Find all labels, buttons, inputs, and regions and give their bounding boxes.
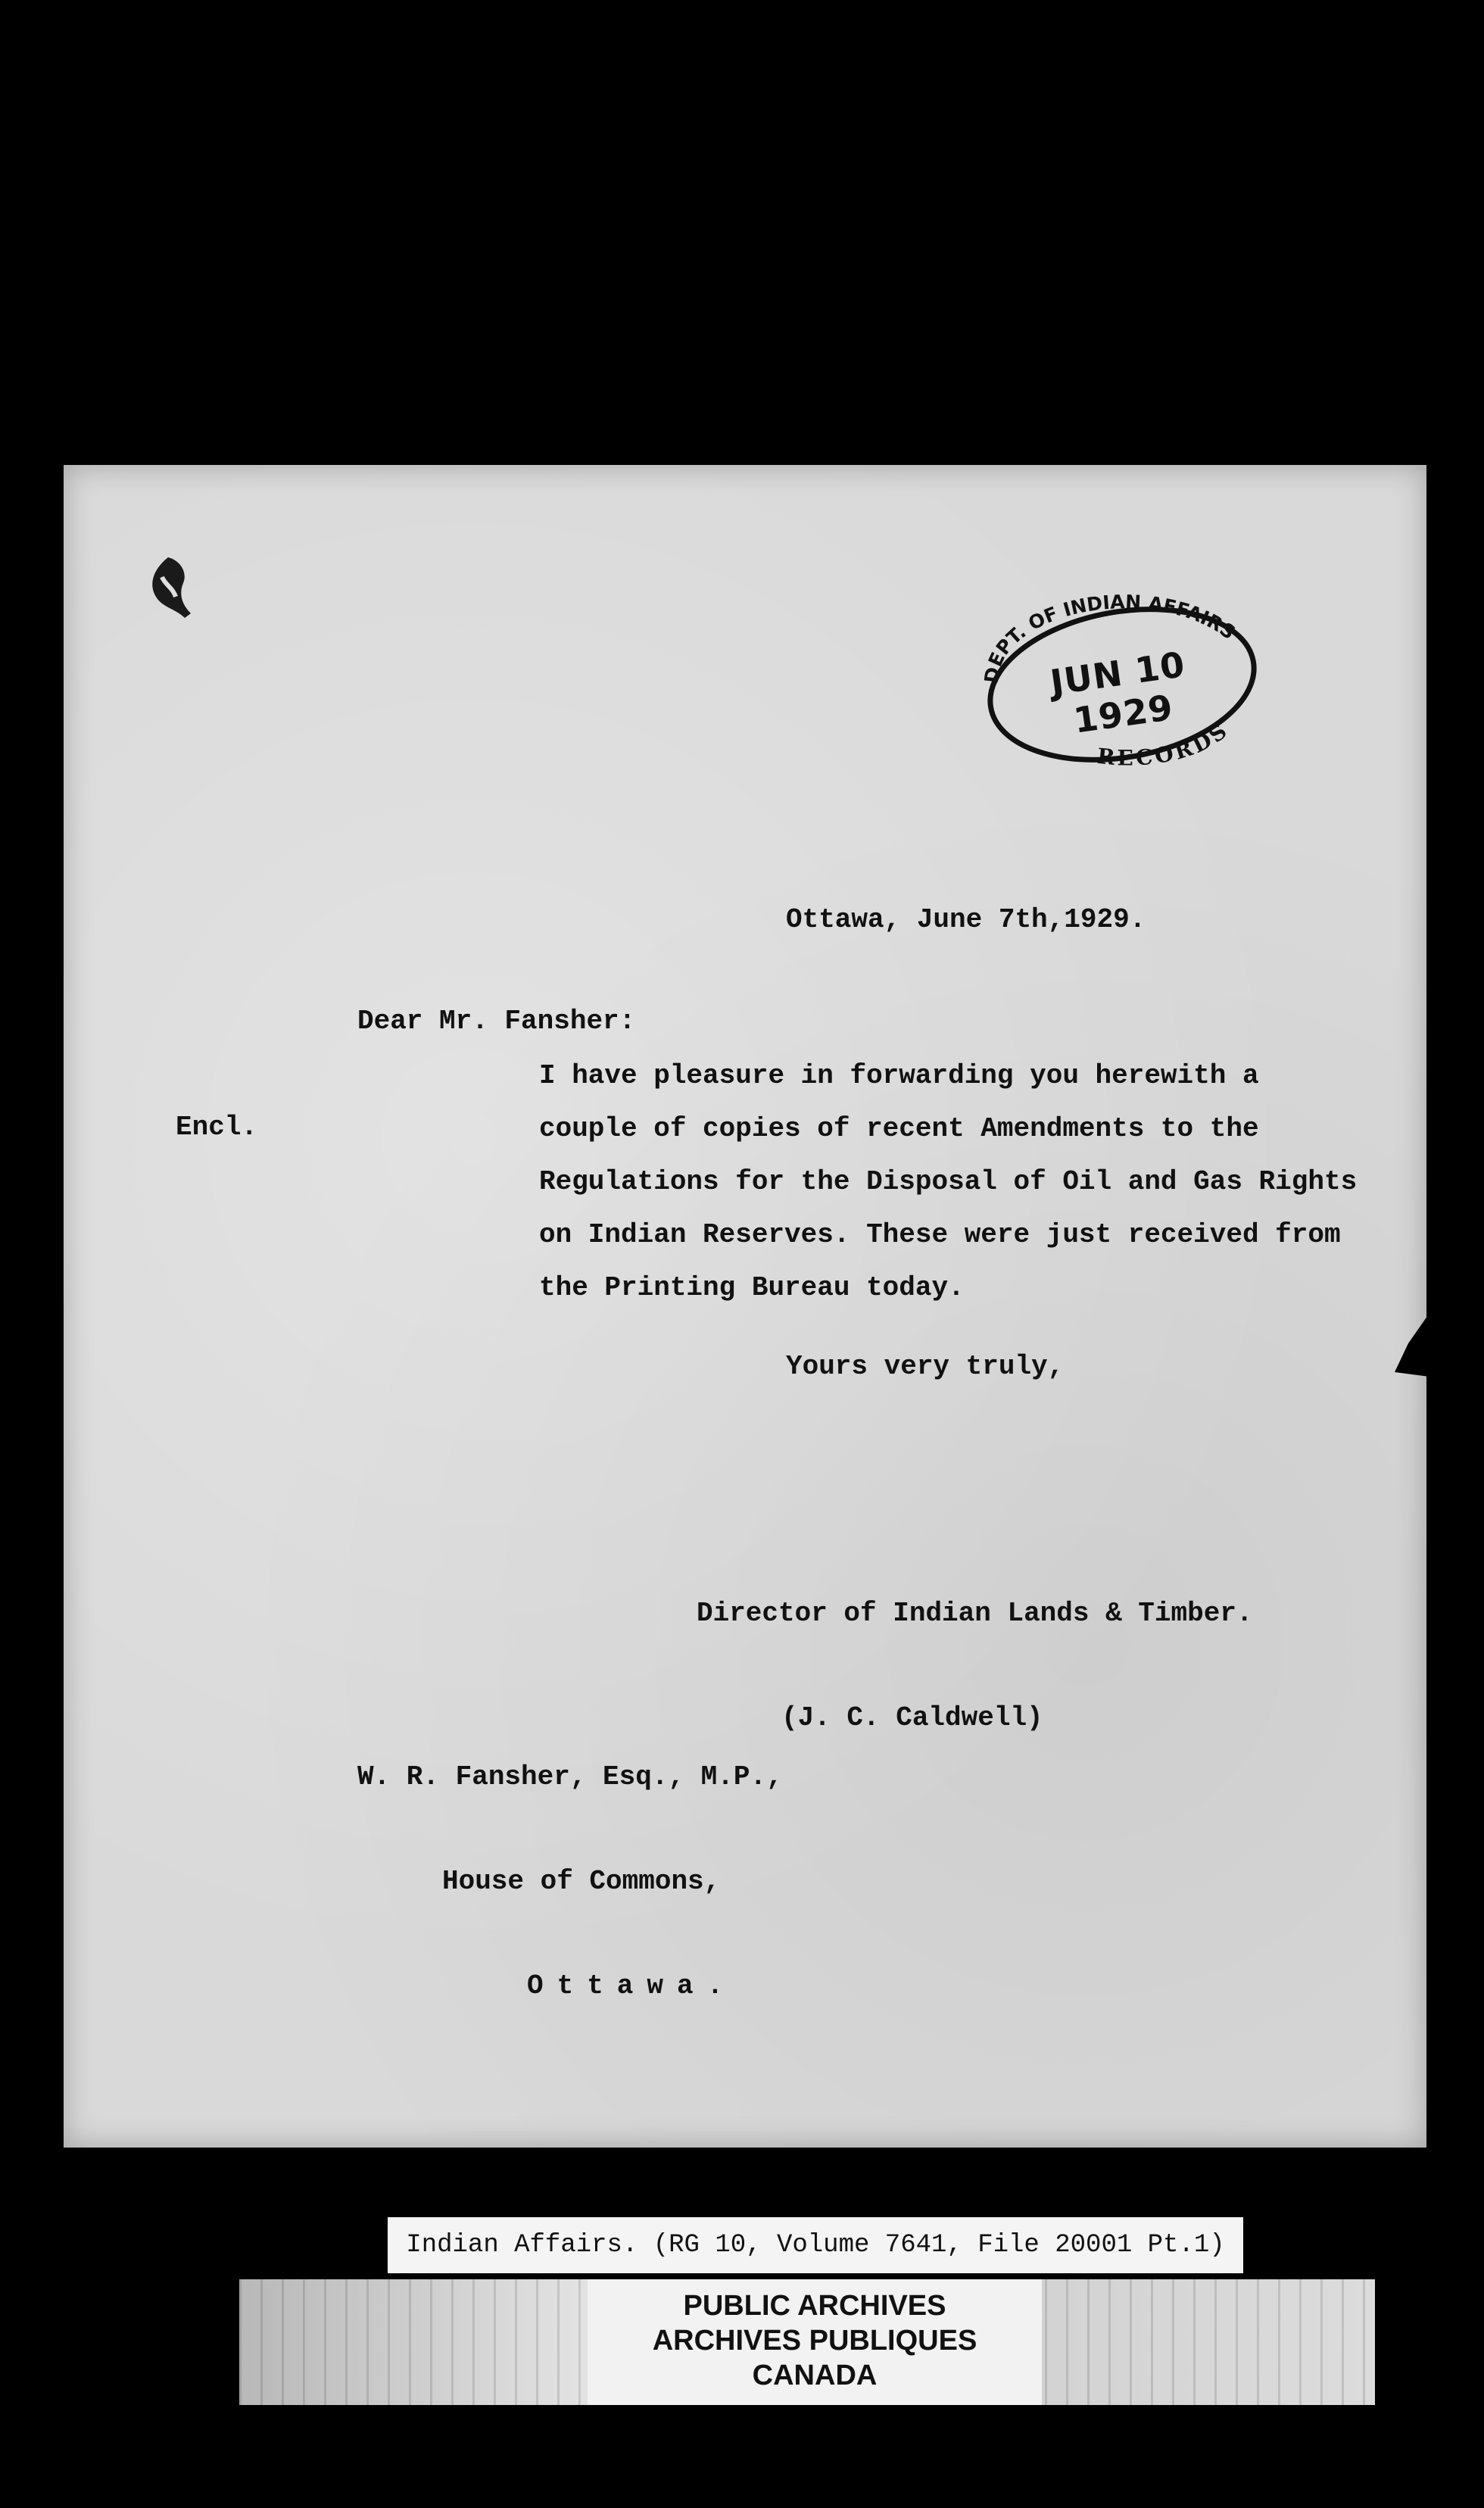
archive-line-3: CANADA bbox=[752, 2360, 878, 2391]
page-edge-tab-icon bbox=[1395, 1313, 1429, 1377]
body-paragraph: I have pleasure in forwarding you herewith a couple of copies of recent Amendments to the Regulations for the Disposal of Oil and Gas Rights on Indian Reserves. These were just received from the Printing Bureau today. bbox=[539, 1060, 1358, 1303]
signature-title: Director of Indian Lands & Timber. bbox=[697, 1598, 1253, 1629]
paper-clip-mark-icon bbox=[145, 554, 194, 622]
stamp-bottom-text: RECORDS bbox=[1096, 716, 1234, 769]
addressee-org: House of Commons, bbox=[442, 1866, 721, 1897]
salutation: Dear Mr. Fansher: bbox=[357, 1006, 636, 1037]
stamp-date: JUN 10 1929 bbox=[1047, 644, 1188, 741]
letter-date: Ottawa, June 7th,1929. bbox=[786, 904, 1146, 935]
signature-name: (J. C. Caldwell) bbox=[781, 1702, 1043, 1733]
addressee-block bbox=[357, 1690, 783, 2073]
archive-band bbox=[239, 2279, 1375, 2405]
addressee-name: W. R. Fansher, Esq., M.P., bbox=[357, 1761, 783, 1792]
archive-line-1: PUBLIC ARCHIVES bbox=[683, 2290, 946, 2322]
enclosure-note: Encl. bbox=[176, 1112, 258, 1143]
archive-label bbox=[588, 2279, 1042, 2405]
letter-page bbox=[64, 465, 1426, 2148]
archive-reference: Indian Affairs. (RG 10, Volume 7641, File 20001 Pt.1) bbox=[388, 2217, 1243, 2273]
received-stamp bbox=[977, 594, 1267, 769]
addressee-city: Ottawa. bbox=[527, 1970, 737, 2001]
archive-line-2: ARCHIVES PUBLIQUES bbox=[652, 2325, 977, 2357]
closing: Yours very truly, bbox=[786, 1351, 1065, 1382]
letter-body bbox=[357, 1050, 1372, 1315]
stamp-top-text: DEPT. OF INDIAN AFFAIRS bbox=[980, 594, 1240, 685]
